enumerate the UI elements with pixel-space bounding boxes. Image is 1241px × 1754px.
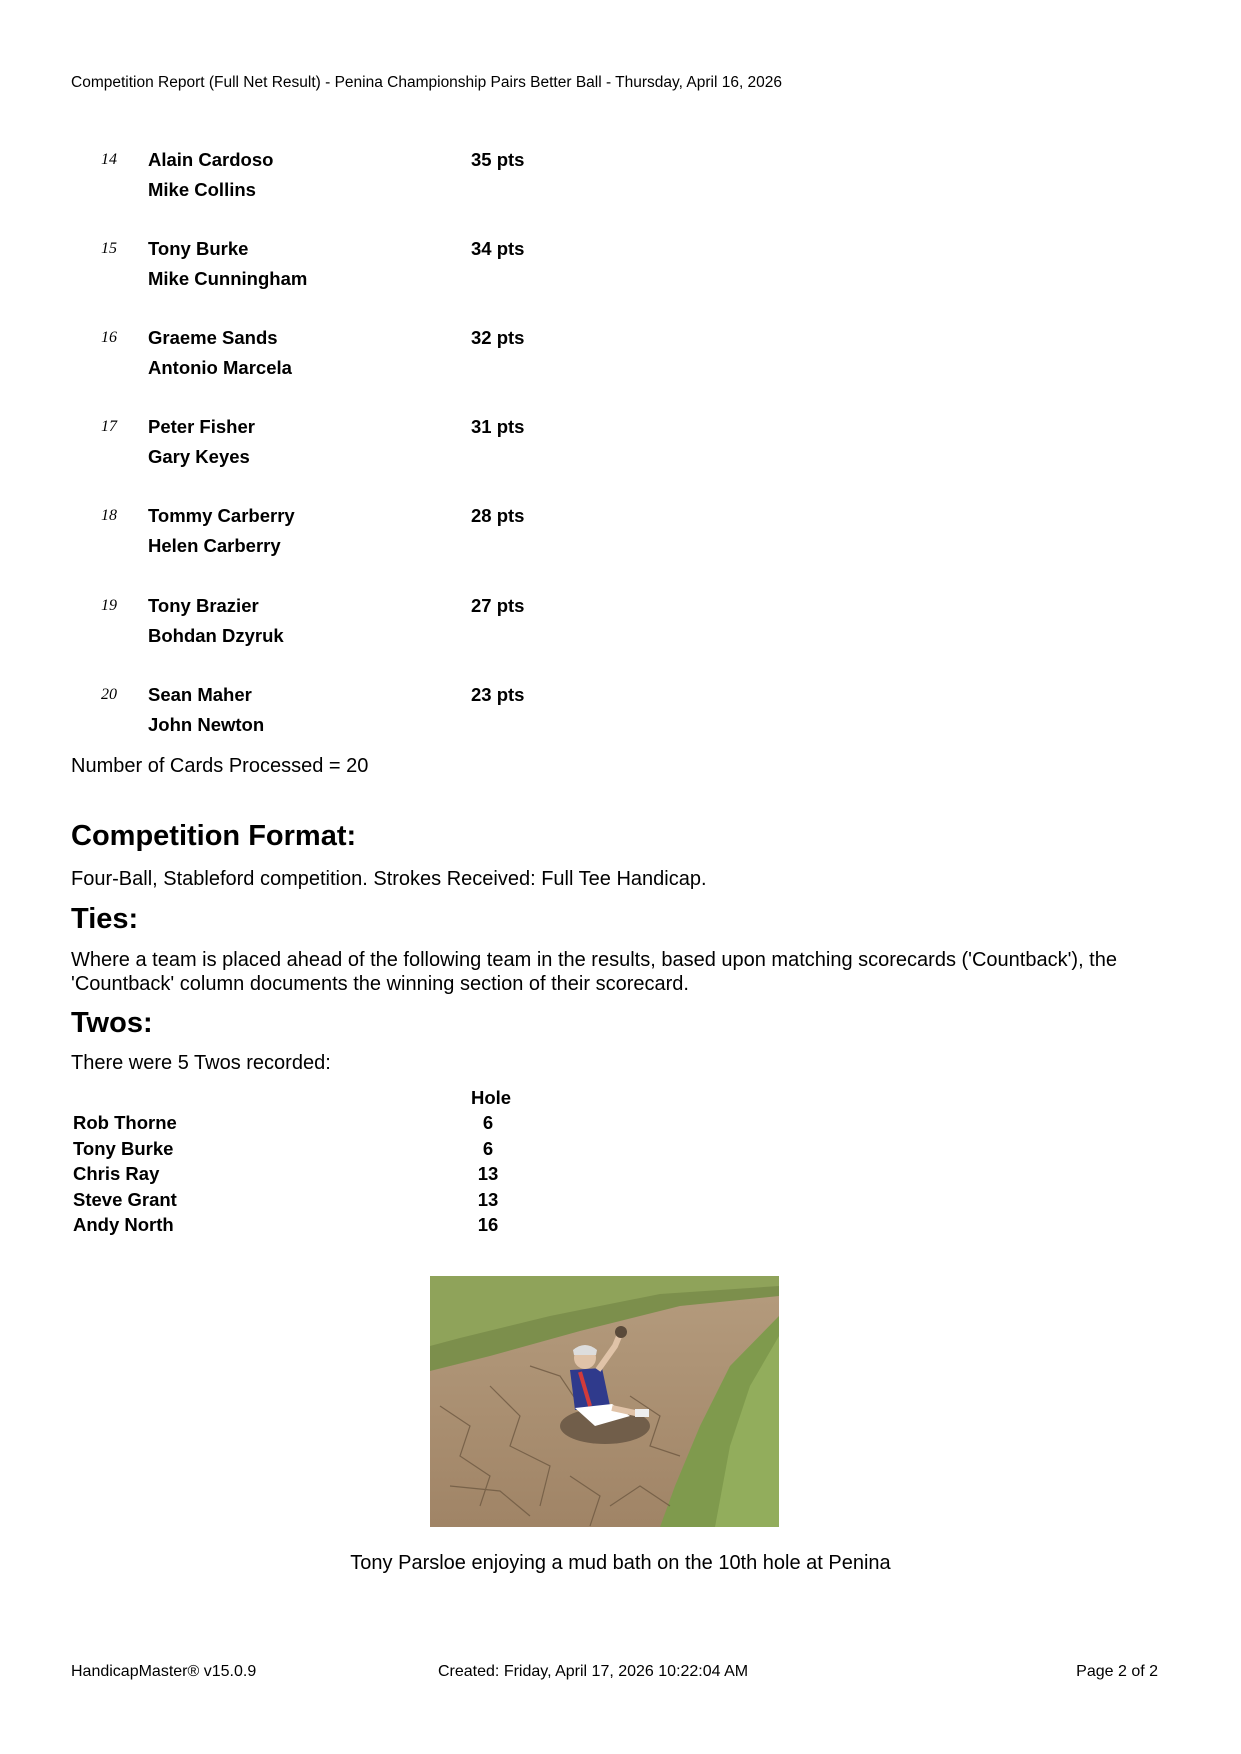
player-1: Tony Burke [148, 238, 249, 259]
twos-player: Steve Grant [73, 1189, 177, 1210]
hole-column-header: Hole [471, 1087, 512, 1108]
ties-text: Where a team is placed ahead of the following team in the results, based upon matching scorecards ('Countback'), the 'Countback' column documents the winning section of their scorecard. [71, 949, 1117, 995]
points: 32 pts [471, 327, 525, 348]
twos-hole: 16 [477, 1214, 499, 1235]
result-row [71, 149, 671, 209]
photo-caption: Tony Parsloe enjoying a mud bath on the 10th hole at Penina [350, 1552, 891, 1574]
points: 31 pts [471, 416, 525, 437]
result-row [71, 505, 671, 565]
points: 28 pts [471, 505, 525, 526]
player-2: Mike Cunningham [148, 268, 308, 289]
points: 35 pts [471, 149, 525, 170]
player-2: Antonio Marcela [148, 357, 292, 378]
position: 14 [101, 151, 117, 168]
player-2: Mike Collins [148, 179, 256, 200]
player-1: Graeme Sands [148, 327, 278, 348]
player-1: Tommy Carberry [148, 505, 295, 526]
twos-hole: 13 [477, 1189, 499, 1210]
position: 17 [101, 418, 117, 435]
result-row [71, 684, 671, 744]
player-1: Peter Fisher [148, 416, 255, 437]
twos-intro: There were 5 Twos recorded: [71, 1052, 331, 1074]
twos-row [73, 1138, 573, 1163]
twos-row [73, 1163, 573, 1188]
twos-heading: Twos: [71, 1007, 153, 1039]
twos-hole: 13 [477, 1163, 499, 1184]
footer-created: Created: Friday, April 17, 2026 10:22:04 AM [438, 1663, 749, 1680]
format-heading: Competition Format: [71, 820, 357, 852]
twos-hole: 6 [482, 1112, 494, 1133]
twos-player: Andy North [73, 1214, 174, 1235]
mud-bath-photo [430, 1276, 779, 1527]
twos-row [73, 1214, 573, 1239]
format-text: Four-Ball, Stableford competition. Strokes Received: Full Tee Handicap. [71, 868, 707, 890]
twos-player: Chris Ray [73, 1163, 160, 1184]
twos-player: Rob Thorne [73, 1112, 177, 1133]
cards-processed: Number of Cards Processed = 20 [71, 755, 369, 777]
points: 34 pts [471, 238, 525, 259]
position: 19 [101, 597, 117, 614]
position: 18 [101, 507, 117, 524]
footer-page-number: Page 2 of 2 [1076, 1663, 1158, 1680]
player-2: Bohdan Dzyruk [148, 625, 284, 646]
position: 16 [101, 329, 117, 346]
position: 15 [101, 240, 117, 257]
result-row [71, 327, 671, 387]
footer-software: HandicapMaster® v15.0.9 [71, 1663, 257, 1680]
ties-heading: Ties: [71, 903, 139, 935]
player-1: Tony Brazier [148, 595, 259, 616]
position: 20 [101, 686, 117, 703]
result-row [71, 595, 671, 655]
twos-row [73, 1112, 573, 1137]
points: 27 pts [471, 595, 525, 616]
player-1: Alain Cardoso [148, 149, 274, 170]
report-header: Competition Report (Full Net Result) - Penina Championship Pairs Better Ball - Thursday, April 16, 2026 [71, 74, 783, 91]
player-2: Gary Keyes [148, 446, 250, 467]
player-1: Sean Maher [148, 684, 252, 705]
result-row [71, 238, 671, 298]
points: 23 pts [471, 684, 525, 705]
result-row [71, 416, 671, 476]
twos-hole: 6 [482, 1138, 494, 1159]
player-2: Helen Carberry [148, 535, 281, 556]
player-2: John Newton [148, 714, 265, 735]
twos-player: Tony Burke [73, 1138, 174, 1159]
twos-row [73, 1189, 573, 1214]
